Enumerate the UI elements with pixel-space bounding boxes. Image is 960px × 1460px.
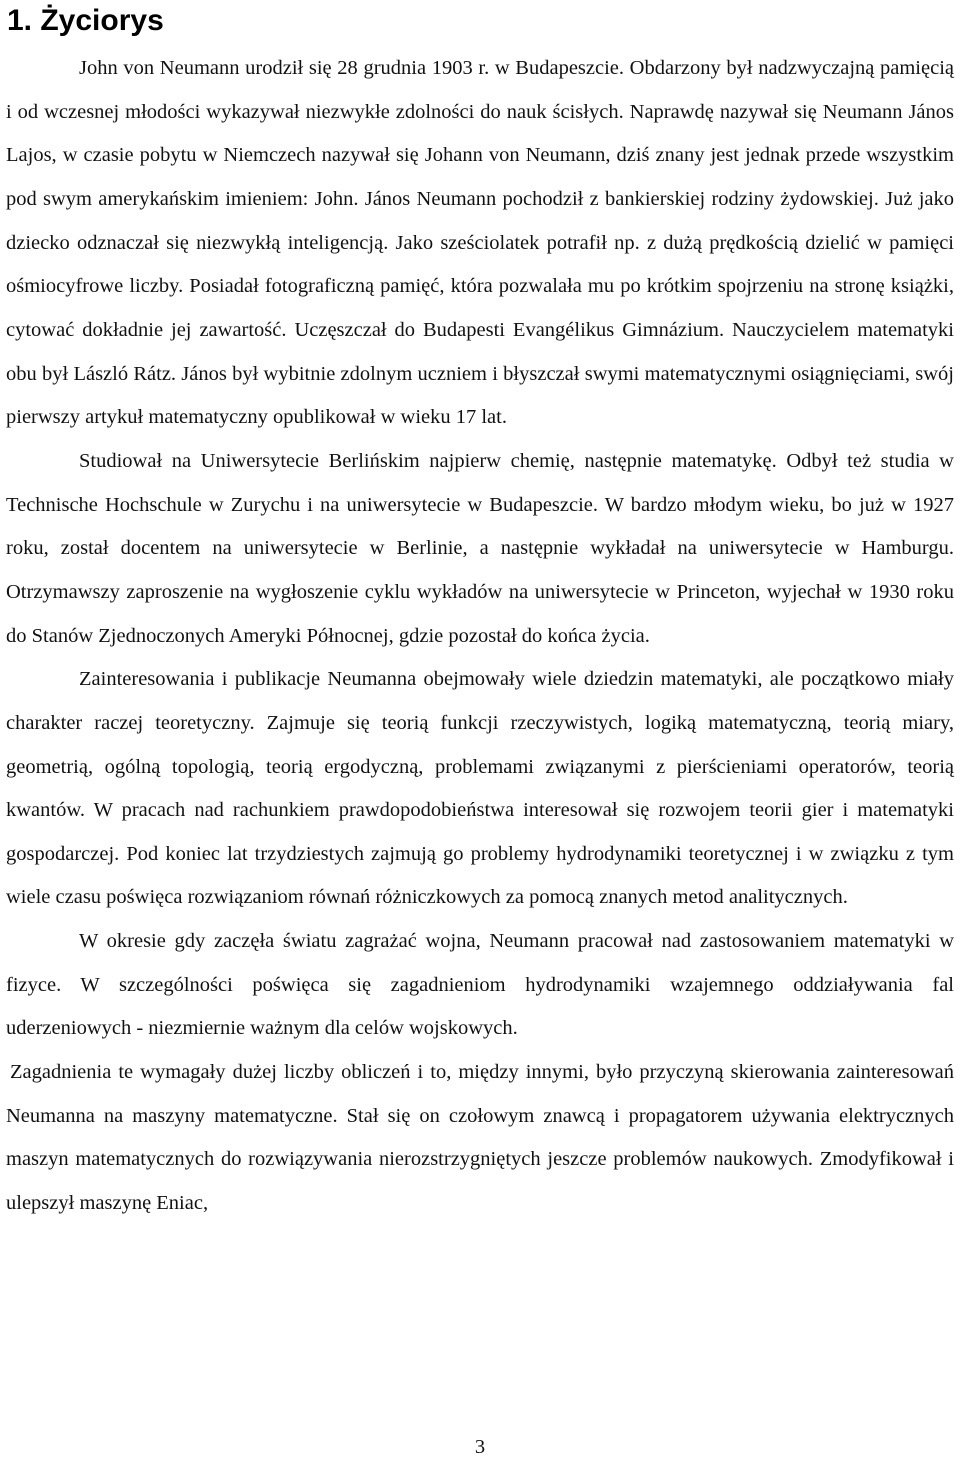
paragraph-computing-machines: Zagadnienia te wymagały dużej liczby obliczeń i to, między innymi, było przyczyną skierowania zainteresowań Neumanna na maszyny matematyczne. Stał się on czołowym znawcą i propagatorem używania elektrycznych maszyn matematycznych do rozwiązywania nierozstrzygniętych jeszcze problemów naukowych. Zmodyfikował i ulepszył maszynę Eniac, bbox=[6, 1061, 954, 1215]
document-body bbox=[6, 47, 954, 1226]
paragraph-biography-early-life: John von Neumann urodził się 28 grudnia 1903 r. w Budapeszcie. Obdarzony był nadzwyczajną pamięcią i od wczesnej młodości wykazywał niezwykłe zdolności do nauk ścisłych. Naprawdę nazywał się Neumann János Lajos, w czasie pobytu w Niemczech nazywał się Johann von Neumann, dziś znany jest jednak przede wszystkim pod swym amerykańskim imieniem: John. János Neumann pochodził z bankierskiej rodziny żydowskiej. Już jako dziecko odznaczał się niezwykłą inteligencją. Jako sześciolatek potrafił np. z dużą prędkością dzielić w pamięci ośmiocyfrowe liczby. Posiadał fotograficzną pamięć, która pozwalała mu po krótkim spojrzeniu na stronę książki, cytować dokładnie jej zawartość. Uczęszczał do Budapesti Evangélikus Gimnázium. Nauczycielem matematyki obu był László Rátz. János był wybitnie zdolnym uczniem i błyszczał swymi matematycznymi osiągnięciami, swój pierwszy artykuł matematyczny opublikował w wieku 17 lat. bbox=[6, 57, 954, 429]
page-number: 3 bbox=[474, 1436, 486, 1458]
section-heading: 1. Życiorys bbox=[7, 4, 164, 37]
paragraph-education-career: Studiował na Uniwersytecie Berlińskim najpierw chemię, następnie matematykę. Odbył też studia w Technische Hochschule w Zurychu i na uniwersytecie w Budapeszcie. W bardzo młodym wieku, bo już w 1927 roku, został docentem na uniwersytecie w Berlinie, a następnie wykładał na uniwersytecie w Hamburgu. Otrzymawszy zaproszenie na wygłoszenie cyklu wykładów na uniwersytecie w Princeton, wyjechał w 1930 roku do Stanów Zjednoczonych Ameryki Północnej, gdzie pozostał do końca życia. bbox=[6, 449, 954, 647]
paragraph-research-interests: Zainteresowania i publikacje Neumanna obejmowały wiele dziedzin matematyki, ale początkowo miały charakter raczej teoretyczny. Zajmuje się teorią funkcji rzeczywistych, logiką matematyczną, teorią miary, geometrią, ogólną topologią, teorią ergodyczną, problemami związanymi z pierścieniami operatorów, teorią kwantów. W pracach nad rachunkiem prawdopodobieństwa interesował się rozwojem teorii gier i matematyki gospodarczej. Pod koniec lat trzydziestych zajmują go problemy hydrodynamiki teoretycznej i w związku z tym wiele czasu poświęca rozwiązaniom równań różniczkowych za pomocą znanych metod analitycznych. bbox=[6, 668, 954, 909]
paragraph-wartime-work: W okresie gdy zaczęła światu zagrażać wojna, Neumann pracował nad zastosowaniem matematyki w fizyce. W szczególności poświęca się zagadnieniom hydrodynamiki wzajemnego oddziaływania fal uderzeniowych - niezmiernie ważnym dla celów wojskowych. bbox=[6, 930, 954, 1040]
